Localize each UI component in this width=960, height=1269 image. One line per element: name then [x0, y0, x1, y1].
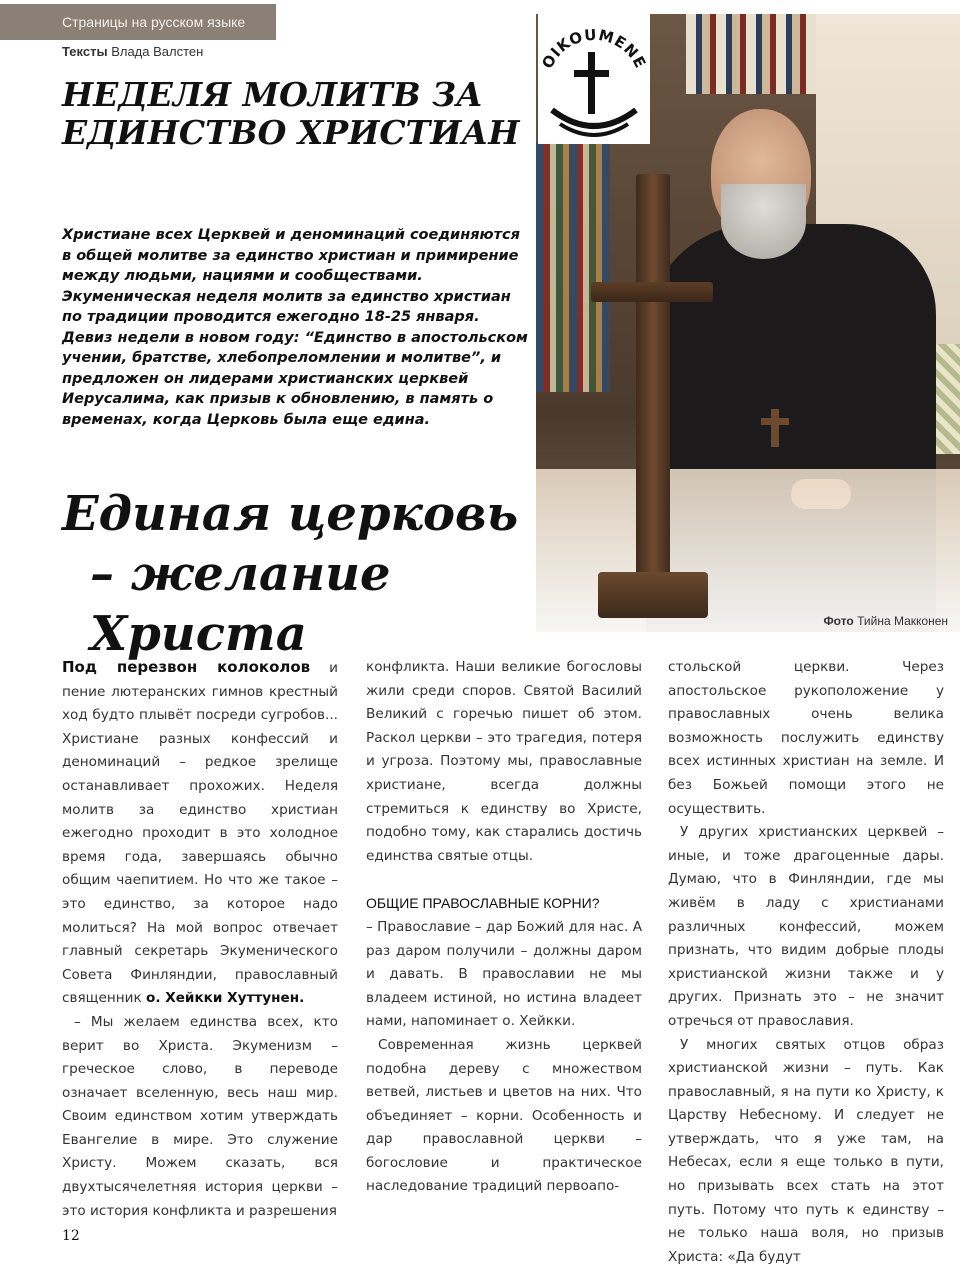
col3-paragraph-1: стольской церкви. Через апостольское рукоположение у православных очень велика возможность послужить единству всех истинных христиан на земле. И без Божьей помощи этого не осуществить.	[668, 656, 944, 821]
oikoumene-logo	[538, 14, 650, 144]
pectoral-cross	[771, 409, 779, 447]
credit-label: Тексты	[62, 44, 108, 59]
col2-subheading: ОБЩИЕ ПРАВОСЛАВНЫЕ КОРНИ?	[366, 892, 642, 916]
credit-author: Влада Валстен	[111, 44, 203, 59]
col1-p1-text: и пение лютеранских гимнов крестный ход будто плывёт посреди сугробов... Христиане разных конфессий и деноминаций – редкое зрелище останавливает прохожих. Неделя молитв за единство христиан ежегодно проходит в это холодное время года, завершаясь обычно общим чаепитием. Но что же такое – это единство, за которое надо молиться? На мой вопрос отвечает главный секретарь Экуменического Совета Финляндии, православный священник	[62, 660, 338, 1006]
headline-line-1: Единая церковь	[62, 484, 622, 544]
author-credit	[62, 44, 203, 59]
lead-paragraph: Христиане всех Церквей и деноминаций соединяются в общей молитве за единство христиан и примирение между людьми, нациями и сообществами. Экуменическая неделя молитв за единство христиан по традиции проводится ежегодно 18-25 января. Девиз недели в новом году: “Единство в апостольском учении, братстве, хлебопреломлении и молитве”, и предложен он лидерами христианских церквей Иерусалима, как призыв к обновлению, в память о временах, когда Церковь была еще едина.	[62, 225, 532, 430]
title-line-2: ЕДИНСТВО ХРИСТИАН	[62, 113, 519, 152]
column-1	[62, 656, 338, 1223]
headline	[62, 484, 622, 664]
logo-text: OIKOUMENE	[538, 26, 650, 72]
col1-paragraph-2: – Мы желаем единства всех, кто верит во Христа. Экуменизм – греческое слово, в переводе означает вселенную, весь наш мир. Своим единством хотим утверждать Евангелие в мире. Это служение Христу. Можем сказать, вся двухтысячелетняя история церкви – это история конфликта и разрешения	[62, 1011, 338, 1223]
column-3	[668, 656, 944, 1269]
article-title	[62, 76, 532, 152]
col2-paragraph-3: Современная жизнь церквей подобна дереву с множеством ветвей, листьев и цветов на них. Что объединяет – корни. Особенность и дар православной церкви – богословие и практическое наследование традиций первоапо-	[366, 1034, 642, 1199]
column-2	[366, 656, 642, 1199]
photo-caption	[823, 614, 948, 628]
caption-author: Тийна Макконен	[857, 614, 948, 628]
col1-lead-in: Под перезвон колоколов	[62, 658, 310, 676]
wooden-cross-upright	[636, 174, 670, 614]
col2-paragraph-2: – Православие – дар Божий для нас. А раз даром получили – должны даром и давать. В православии не мы владеем истиной, но истина владеет нами, напоминает о. Хейкки.	[366, 916, 642, 1034]
col3-paragraph-3: У многих святых отцов образ христианской жизни – путь. Как православный, я на пути ко Христу, к Царству Небесному. И следует не утверждать, что я уже там, на Небесах, если я еще только в пути, но призывать всех стать на этот путь. Потому что путь к единству – не только наша воля, но призыв Христа: «Да будут	[668, 1034, 944, 1269]
title-line-1: НЕДЕЛЯ МОЛИТВ ЗА	[62, 75, 483, 114]
pectoral-cross-bar	[761, 418, 789, 425]
col1-interviewee-name: о. Хейкки Хуттунен.	[146, 990, 304, 1006]
bookshelf-top	[686, 14, 816, 94]
col3-paragraph-2: У других христианских церквей – иные, и тоже драгоценные дары. Думаю, что в Финляндии, где мы живём в ладу с христианами различных конфессий, можем признать, что видим добрые плоды христианской жизни также и у других. Признать это – не значит отречься от православия.	[668, 821, 944, 1033]
priest-beard	[721, 184, 806, 259]
page-number: 12	[62, 1228, 80, 1244]
caption-label: Фото	[823, 614, 853, 628]
wooden-cross-crossbar	[591, 282, 713, 302]
col2-paragraph-1: конфликта. Наши великие богословы жили среди споров. Святой Василий Великий с горечью пишет об этом. Раскол церкви – это трагедия, потеря и угроза. Поэтому мы, православные христиане, всегда должны стремиться к единству во Христе, подобно тому, как старались достичь единства святые отцы.	[366, 656, 642, 868]
bookshelf-left	[536, 142, 610, 392]
col1-paragraph-1	[62, 656, 338, 1011]
oikoumene-logo-icon	[538, 14, 650, 144]
section-tab: Страницы на русском языке	[0, 4, 276, 40]
headline-line-2: – желание Христа	[62, 544, 622, 664]
